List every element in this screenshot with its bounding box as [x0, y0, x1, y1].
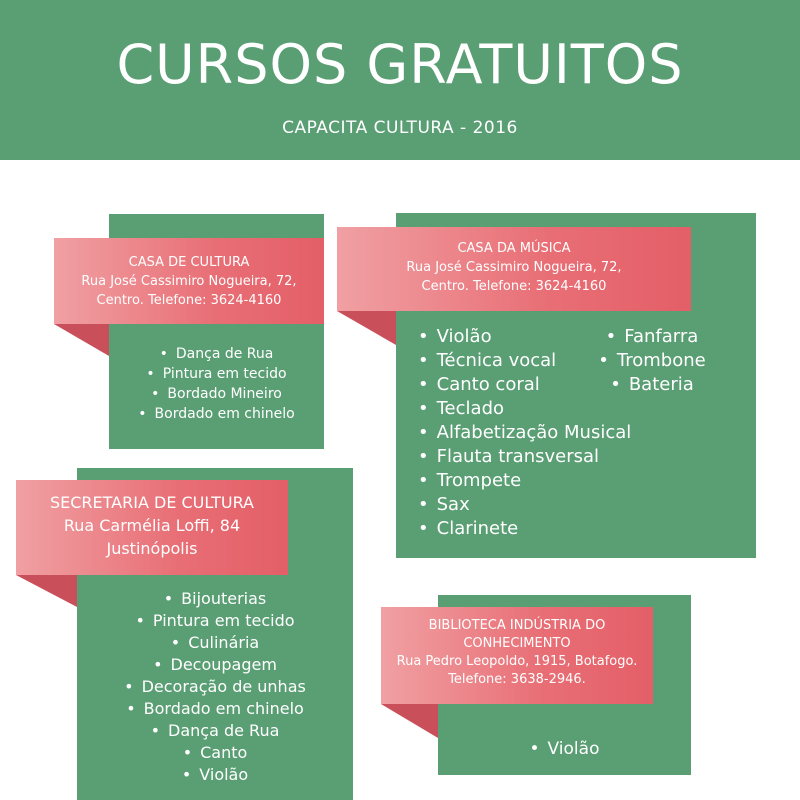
- venue-address: Rua Carmélia Loffi, 84: [63, 516, 241, 535]
- list-item: • Canto coral: [418, 373, 631, 397]
- list-item: • Flauta transversal: [418, 445, 631, 469]
- page-subtitle: CAPACITA CULTURA - 2016: [282, 118, 518, 138]
- list-item: • Violão: [438, 737, 691, 761]
- header-banner: [0, 0, 800, 160]
- list-item: • Violão: [77, 764, 353, 786]
- venue-name: SECRETARIA DE CULTURA: [49, 493, 254, 512]
- venue-ribbon-casa-de-cultura: [54, 238, 324, 324]
- ribbon-fold: [381, 704, 438, 738]
- list-item: • Dança de Rua: [77, 720, 353, 742]
- list-item: • Sax: [418, 493, 631, 517]
- list-item: • Violão: [418, 325, 631, 349]
- list-item: • Teclado: [418, 397, 631, 421]
- venue-name: CASA DA MÚSICA: [457, 241, 571, 256]
- list-item: • Trombone: [592, 349, 712, 373]
- list-item: • Pintura em tecido: [77, 610, 353, 632]
- list-item: • Decoupagem: [77, 654, 353, 676]
- venue-address: Rua Pedro Leopoldo, 1915, Botafogo.: [396, 654, 638, 669]
- list-item: • Culinária: [77, 632, 353, 654]
- venue-ribbon-casa-da-musica: [337, 227, 691, 311]
- list-item: • Trompete: [418, 469, 631, 493]
- venue-name-continued: CONHECIMENTO: [463, 636, 571, 651]
- course-list-biblioteca: [438, 737, 691, 761]
- venue-address: Rua José Cassimiro Nogueira, 72,: [81, 274, 297, 289]
- venue-address: Rua José Cassimiro Nogueira, 72,: [406, 260, 622, 275]
- list-item: • Técnica vocal: [418, 349, 631, 373]
- list-item: • Decoração de unhas: [77, 676, 353, 698]
- list-item: • Fanfarra: [592, 325, 712, 349]
- venue-name: BIBLIOTECA INDÚSTRIA DO: [428, 618, 606, 633]
- list-item: • Pintura em tecido: [109, 364, 324, 384]
- venue-phone: Telefone: 3638-2946.: [448, 672, 586, 687]
- venue-ribbon-biblioteca: [381, 607, 653, 704]
- list-item: • Bordado em chinelo: [109, 404, 324, 424]
- list-item: • Bijouterias: [77, 588, 353, 610]
- course-list-casa-de-cultura: [109, 344, 324, 424]
- list-item: • Clarinete: [418, 517, 631, 541]
- ribbon-fold: [54, 324, 109, 356]
- venue-phone: Centro. Telefone: 3624-4160: [421, 279, 607, 294]
- list-item: • Alfabetização Musical: [418, 421, 631, 445]
- venue-name: CASA DE CULTURA: [128, 255, 250, 270]
- ribbon-fold: [337, 311, 396, 345]
- course-list-casa-da-musica-right: [592, 325, 712, 397]
- course-list-secretaria-de-cultura: [77, 588, 353, 786]
- list-item: • Bordado Mineiro: [109, 384, 324, 404]
- venue-ribbon-secretaria-de-cultura: [16, 480, 288, 575]
- ribbon-fold: [16, 575, 77, 607]
- list-item: • Bordado em chinelo: [77, 698, 353, 720]
- venue-phone: Centro. Telefone: 3624-4160: [96, 293, 282, 308]
- venue-district: Justinópolis: [106, 539, 198, 558]
- list-item: • Canto: [77, 742, 353, 764]
- list-item: • Dança de Rua: [109, 344, 324, 364]
- page-title: CURSOS GRATUITOS: [116, 33, 684, 96]
- list-item: • Bateria: [592, 373, 712, 397]
